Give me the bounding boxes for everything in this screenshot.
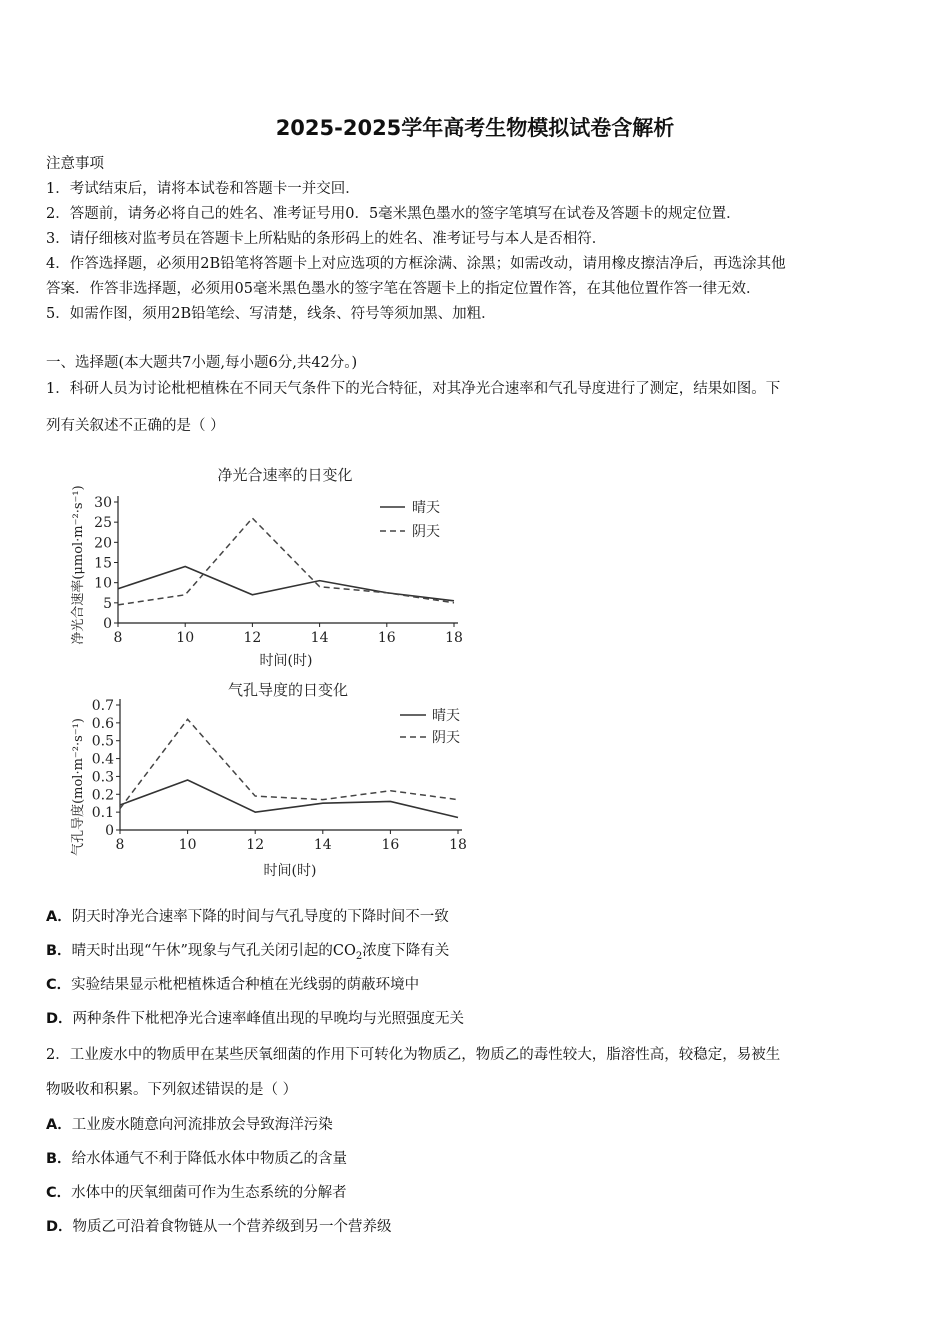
series-line-sunny [120, 780, 458, 818]
y-tick-label: 0.4 [91, 751, 114, 768]
y-axis-label: 气孔导度(mol·m⁻²·s⁻¹) [71, 718, 86, 856]
section-heading: 一、选择题(本大题共7小题,每小题6分,共42分。) [46, 355, 358, 371]
y-tick-label: 20 [94, 535, 112, 552]
x-tick-label: 12 [243, 630, 262, 646]
notice-item: 3．请仔细核对监考员在答题卡上所粘贴的条形码上的姓名、准考证号与本人是否相符． [46, 231, 607, 247]
legend-cloudy-label: 阴天 [432, 730, 460, 746]
question-1-stem: 1．科研人员为讨论枇杷植株在不同天气条件下的光合特征，对其净光合速率和气孔导度进行了测定，结果如图。下 [46, 381, 781, 397]
x-tick-label: 18 [445, 630, 463, 646]
option-text: 物质乙可沿着食物链从一个营养级到另一个营养级 [72, 1219, 392, 1235]
x-tick-label: 10 [176, 630, 195, 646]
x-axis-label: 时间(时) [259, 653, 313, 669]
axes [120, 699, 462, 830]
notice-item: 1．考试结束后，请将本试卷和答题卡一并交回． [46, 181, 360, 197]
option-text: 水体中的厌氧细菌可作为生态系统的分解者 [71, 1185, 347, 1201]
y-tick-label: 0 [105, 823, 114, 839]
question-2-option-d[interactable] [46, 1215, 392, 1236]
y-tick-label: 5 [103, 595, 112, 612]
stomatal-conductance-chart [60, 675, 480, 885]
option-label: C． [46, 977, 72, 993]
y-tick-label: 15 [94, 555, 112, 572]
option-label: D． [46, 1219, 73, 1235]
notice-item: 5．如需作图，须用2B铅笔绘、写清楚，线条、符号等须加黑、加粗． [46, 306, 496, 322]
y-tick-label: 0.1 [91, 805, 114, 822]
x-tick-label: 16 [381, 837, 400, 853]
x-tick-label: 16 [377, 630, 396, 646]
y-tick-label: 0.5 [91, 733, 114, 750]
y-tick-label: 0 [103, 616, 112, 632]
chart-title: 净光合速率的日变化 [217, 466, 353, 484]
option-text: 两种条件下枇杷净光合速率峰值出现的早晚均与光照强度无关 [72, 1011, 465, 1027]
y-tick-label: 0.6 [91, 715, 114, 732]
net-photosynthesis-chart [60, 455, 480, 675]
y-tick-label: 30 [94, 495, 112, 511]
x-tick-label: 8 [115, 837, 125, 853]
question-1-option-a[interactable] [46, 905, 449, 926]
page-title: 2025-2025学年高考生物模拟试卷含解析 [275, 116, 675, 140]
x-tick-label: 14 [313, 837, 332, 853]
option-label: B． [46, 943, 72, 959]
question-1-option-b[interactable] [46, 939, 449, 962]
notice-item: 4．作答选择题，必须用2B铅笔将答题卡上对应选项的方框涂满、涂黑；如需改动，请用橡皮擦洁净后，再选涂其他 [46, 256, 786, 272]
question-1-option-c[interactable] [46, 973, 419, 994]
y-axis-label: 净光合速率(μmol·m⁻²·s⁻¹) [71, 485, 86, 645]
option-text: 实验结果显示枇杷植株适合种植在光线弱的荫蔽环境中 [71, 977, 420, 993]
option-text: 工业废水随意向河流排放会导致海洋污染 [71, 1117, 333, 1133]
option-text: 阴天时净光合速率下降的时间与气孔导度的下降时间不一致 [71, 909, 449, 925]
x-tick-label: 10 [178, 837, 197, 853]
series-line-cloudy [120, 719, 458, 808]
x-tick-label: 8 [113, 630, 123, 646]
notice-item: 答案．作答非选择题，必须用05毫米黑色墨水的签字笔在答题卡上的指定位置作答，在其他位置作答一律无效． [46, 281, 761, 297]
option-label: A． [46, 909, 72, 925]
option-text: 浓度下降有关 [362, 943, 450, 959]
chart-title: 气孔导度的日变化 [227, 681, 349, 699]
option-text: 晴天时出现“午休”现象与气孔关闭引起的CO [71, 943, 356, 959]
x-tick-label: 14 [310, 630, 329, 646]
option-text: 给水体通气不利于降低水体中物质乙的含量 [71, 1151, 348, 1167]
option-label: A． [46, 1117, 72, 1133]
question-2-option-a[interactable] [46, 1113, 333, 1134]
option-label: C． [46, 1185, 72, 1201]
y-tick-label: 0.2 [91, 787, 114, 804]
axes [118, 496, 458, 623]
option-label: B． [46, 1151, 72, 1167]
legend-sunny-label: 晴天 [412, 500, 440, 516]
y-tick-label: 10 [94, 575, 112, 592]
option-subscript: 2 [355, 950, 363, 962]
notice-heading: 注意事项 [46, 156, 104, 172]
x-axis-label: 时间(时) [263, 863, 317, 879]
notice-item: 2．答题前，请务必将自己的姓名、准考证号用0．5毫米黑色墨水的签字笔填写在试卷及答题卡的规定位置． [46, 206, 741, 222]
question-2-option-b[interactable] [46, 1147, 347, 1168]
question-2-stem: 物吸收和积累。下列叙述错误的是（ ） [46, 1082, 298, 1098]
question-1-stem: 列有关叙述不正确的是（ ） [46, 418, 225, 434]
question-2-option-c[interactable] [46, 1181, 347, 1202]
y-tick-label: 0.3 [91, 769, 114, 786]
question-2-stem: 2．工业废水中的物质甲在某些厌氧细菌的作用下可转化为物质乙，物质乙的毒性较大，脂溶性高，较稳定，易被生 [46, 1047, 781, 1063]
x-tick-label: 12 [246, 837, 265, 853]
y-tick-label: 0.7 [91, 698, 114, 714]
legend-cloudy-label: 阴天 [412, 524, 440, 540]
option-label: D． [46, 1011, 73, 1027]
question-1-option-d[interactable] [46, 1007, 464, 1028]
legend-sunny-label: 晴天 [432, 708, 460, 724]
x-tick-label: 18 [449, 837, 467, 853]
y-tick-label: 25 [94, 515, 112, 532]
